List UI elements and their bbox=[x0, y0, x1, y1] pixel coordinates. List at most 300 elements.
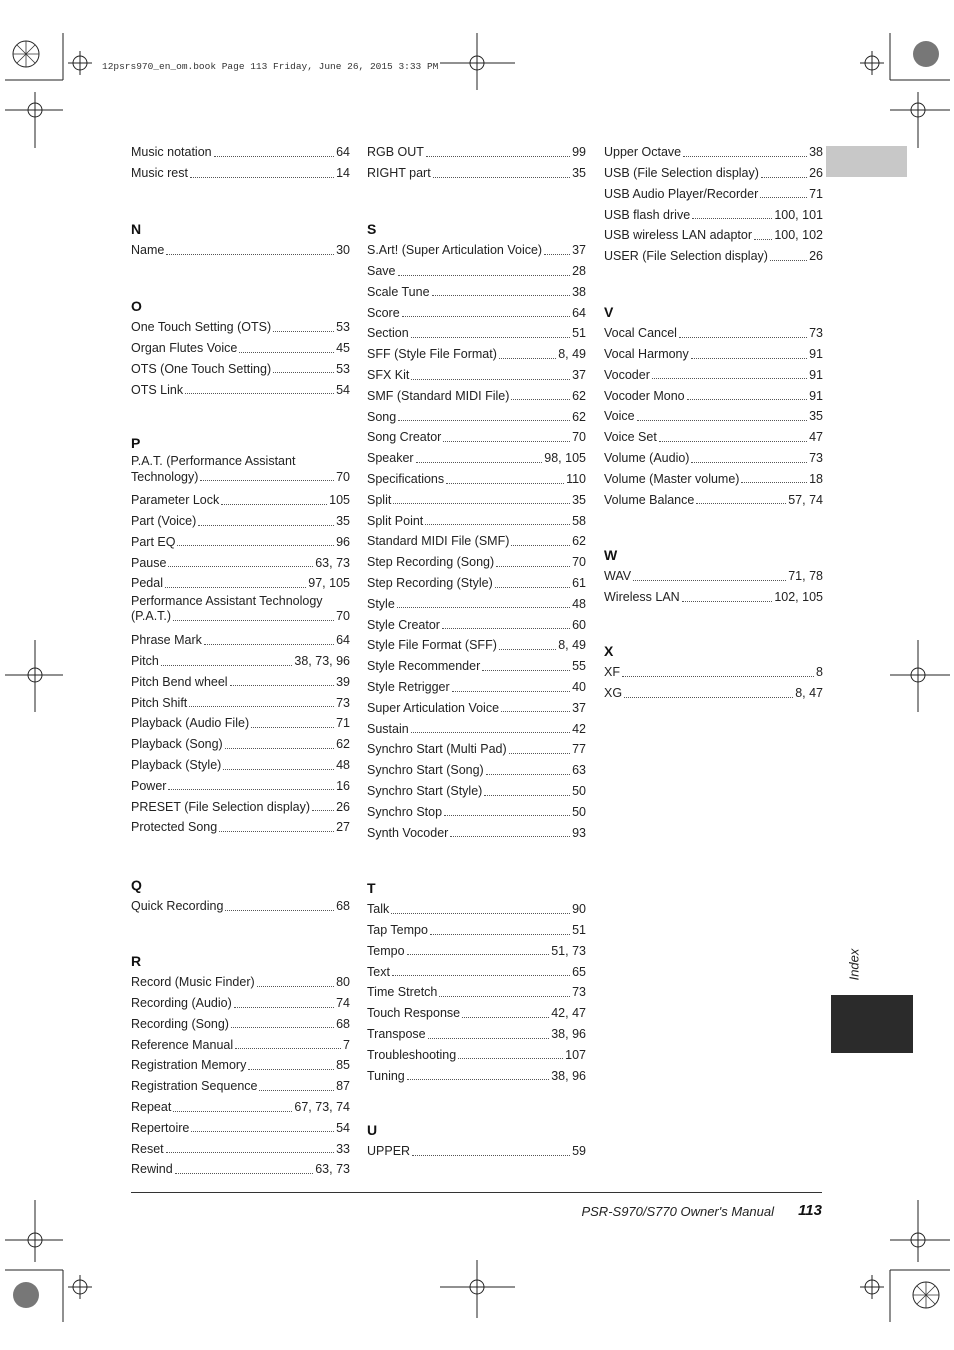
entry-pages: 64 bbox=[336, 633, 350, 648]
section-letter: Q bbox=[131, 877, 142, 893]
entry-term: RIGHT part bbox=[367, 166, 431, 181]
entry-pages: 73 bbox=[336, 695, 350, 710]
index-entry bbox=[367, 469, 586, 490]
leader-dots bbox=[425, 524, 570, 525]
entry-term: Power bbox=[131, 778, 167, 793]
leader-dots bbox=[692, 218, 772, 219]
leader-dots bbox=[397, 607, 570, 608]
entry-term: Super Articulation Voice bbox=[367, 700, 500, 715]
section-letter: X bbox=[604, 643, 614, 659]
side-tab-label bbox=[848, 945, 868, 985]
index-entry bbox=[131, 379, 350, 400]
entry-term: Style bbox=[367, 596, 395, 611]
entry-term: Phrase Mark bbox=[131, 633, 202, 648]
index-entry bbox=[367, 635, 586, 656]
entry-term: Time Stretch bbox=[367, 985, 438, 1000]
index-entry bbox=[604, 163, 823, 184]
index-entry bbox=[131, 993, 350, 1014]
entry-term: Volume (Master volume) bbox=[604, 471, 740, 486]
entry-term-continued: (P.A.T.) bbox=[131, 609, 172, 624]
entry-term: Speaker bbox=[367, 451, 414, 466]
entry-pages: 70 bbox=[572, 555, 586, 570]
entry-term-continued: Technology) bbox=[131, 469, 199, 484]
entry-term: Pitch bbox=[131, 654, 159, 669]
index-entry bbox=[131, 573, 350, 594]
leader-dots bbox=[741, 482, 807, 483]
entry-term: Tempo bbox=[367, 943, 405, 958]
entry-pages: 53 bbox=[336, 320, 350, 335]
index-entry bbox=[131, 1034, 350, 1055]
index-entry bbox=[367, 739, 586, 760]
leader-dots bbox=[770, 260, 807, 261]
entry-term: Style Recommender bbox=[367, 659, 481, 674]
index-entry bbox=[131, 630, 350, 651]
leader-dots bbox=[219, 831, 334, 832]
entry-pages: 59 bbox=[572, 1144, 586, 1159]
leader-dots bbox=[166, 254, 334, 255]
entry-pages: 53 bbox=[336, 361, 350, 376]
index-entry bbox=[367, 614, 586, 635]
entry-pages: 35 bbox=[572, 492, 586, 507]
entry-term: Rewind bbox=[131, 1162, 173, 1177]
index-entry bbox=[367, 802, 586, 823]
section-letter: S bbox=[367, 221, 377, 237]
entry-term: Name bbox=[131, 243, 165, 258]
leader-dots bbox=[511, 399, 570, 400]
entry-term: Song bbox=[367, 409, 397, 424]
entry-pages: 68 bbox=[336, 899, 350, 914]
leader-dots bbox=[432, 295, 571, 296]
entry-pages: 42 bbox=[572, 721, 586, 736]
entry-pages: 26 bbox=[336, 799, 350, 814]
index-entry bbox=[367, 261, 586, 282]
index-entry bbox=[131, 338, 350, 359]
section-letter: U bbox=[367, 1122, 378, 1138]
index-entry bbox=[604, 385, 823, 406]
entry-term: Music rest bbox=[131, 166, 188, 181]
leader-dots bbox=[452, 691, 570, 692]
entry-term: Step Recording (Style) bbox=[367, 576, 493, 591]
leader-dots bbox=[458, 1058, 563, 1059]
entry-pages: 51 bbox=[572, 923, 586, 938]
entry-term: Repeat bbox=[131, 1100, 172, 1115]
entry-pages: 61 bbox=[572, 576, 586, 591]
entry-pages: 8 bbox=[816, 665, 823, 680]
section-letter: P bbox=[131, 435, 141, 451]
entry-pages: 71, 78 bbox=[788, 569, 823, 584]
entry-term: Song Creator bbox=[367, 430, 442, 445]
entry-pages: 47 bbox=[809, 430, 823, 445]
index-entry bbox=[131, 240, 350, 261]
entry-pages: 27 bbox=[336, 820, 350, 835]
leader-dots bbox=[161, 665, 293, 666]
entry-term: Pause bbox=[131, 555, 167, 570]
index-entry bbox=[367, 302, 586, 323]
leader-dots bbox=[760, 197, 807, 198]
leader-dots bbox=[687, 399, 807, 400]
entry-term: Registration Sequence bbox=[131, 1079, 258, 1094]
index-entry bbox=[367, 427, 586, 448]
page-number: 113 bbox=[798, 1202, 822, 1219]
entry-term: Transpose bbox=[367, 1027, 426, 1042]
entry-term: Part EQ bbox=[131, 534, 176, 549]
leader-dots bbox=[486, 774, 570, 775]
leader-dots bbox=[251, 727, 334, 728]
index-entry bbox=[604, 587, 823, 608]
index-section bbox=[604, 142, 823, 267]
entry-pages: 93 bbox=[572, 825, 586, 840]
entry-term: Voice bbox=[604, 409, 635, 424]
entry-pages: 107 bbox=[565, 1047, 586, 1062]
leader-dots bbox=[624, 697, 793, 698]
index-entry bbox=[131, 532, 350, 553]
leader-dots bbox=[679, 337, 807, 338]
entry-pages: 100, 101 bbox=[774, 207, 823, 222]
leader-dots bbox=[190, 177, 334, 178]
index-entry bbox=[367, 510, 586, 531]
entry-pages: 97, 105 bbox=[308, 576, 350, 591]
leader-dots bbox=[273, 331, 334, 332]
index-entry bbox=[367, 552, 586, 573]
index-entry bbox=[367, 406, 586, 427]
entry-term: Specifications bbox=[367, 472, 445, 487]
entry-pages: 50 bbox=[572, 804, 586, 819]
entry-term: Scale Tune bbox=[367, 284, 430, 299]
index-entry bbox=[604, 469, 823, 490]
entry-pages: 16 bbox=[336, 778, 350, 793]
leader-dots bbox=[416, 462, 543, 463]
entry-term: Standard MIDI File (SMF) bbox=[367, 534, 510, 549]
entry-pages: 35 bbox=[336, 514, 350, 529]
entry-pages: 73 bbox=[809, 326, 823, 341]
entry-pages: 102, 105 bbox=[774, 590, 823, 605]
entry-pages: 67, 73, 74 bbox=[294, 1100, 350, 1115]
entry-pages: 35 bbox=[809, 409, 823, 424]
leader-dots bbox=[185, 393, 334, 394]
index-entry bbox=[604, 184, 823, 205]
leader-dots bbox=[230, 685, 335, 686]
entry-term: Pitch Shift bbox=[131, 695, 188, 710]
index-entry bbox=[604, 427, 823, 448]
entry-term: Voice Set bbox=[604, 430, 657, 445]
entry-term: Step Recording (Song) bbox=[367, 555, 495, 570]
index-entry bbox=[604, 142, 823, 163]
index-entry bbox=[131, 1159, 350, 1180]
index-entry bbox=[131, 776, 350, 797]
leader-dots bbox=[430, 934, 570, 935]
index-entry bbox=[367, 594, 586, 615]
entry-term: Pedal bbox=[131, 576, 163, 591]
entry-pages: 30 bbox=[336, 243, 350, 258]
leader-dots bbox=[257, 986, 334, 987]
entry-term: Vocoder Mono bbox=[604, 388, 685, 403]
entry-pages: 70 bbox=[572, 430, 586, 445]
entry-pages: 105 bbox=[329, 493, 350, 508]
leader-dots bbox=[482, 670, 570, 671]
entry-pages: 33 bbox=[336, 1141, 350, 1156]
entry-term: Troubleshooting bbox=[367, 1047, 457, 1062]
entry-term: Reset bbox=[131, 1141, 164, 1156]
leader-dots bbox=[691, 358, 807, 359]
index-section bbox=[367, 218, 586, 843]
section-letter: T bbox=[367, 880, 376, 896]
leader-dots bbox=[633, 580, 786, 581]
index-entry bbox=[131, 317, 350, 338]
leader-dots bbox=[484, 795, 570, 796]
leader-dots bbox=[407, 954, 550, 955]
entry-term: Style File Format (SFF) bbox=[367, 638, 497, 653]
entry-pages: 96 bbox=[336, 534, 350, 549]
entry-term: Talk bbox=[367, 902, 390, 917]
entry-pages: 45 bbox=[336, 341, 350, 356]
entry-pages: 7 bbox=[343, 1037, 350, 1052]
entry-term: S.Art! (Super Articulation Voice) bbox=[367, 243, 543, 258]
index-entry bbox=[367, 1003, 586, 1024]
index-entry bbox=[367, 1141, 586, 1162]
entry-term: USB flash drive bbox=[604, 207, 691, 222]
entry-pages: 70 bbox=[336, 609, 350, 624]
entry-term: Volume (Audio) bbox=[604, 451, 690, 466]
entry-pages: 51 bbox=[572, 326, 586, 341]
entry-pages: 48 bbox=[336, 758, 350, 773]
index-section bbox=[367, 1119, 586, 1162]
index-entry bbox=[131, 454, 350, 490]
index-entry bbox=[131, 490, 350, 511]
leader-dots bbox=[175, 1173, 314, 1174]
index-entry bbox=[367, 718, 586, 739]
leader-dots bbox=[683, 156, 807, 157]
leader-dots bbox=[221, 504, 327, 505]
entry-pages: 64 bbox=[572, 305, 586, 320]
leader-dots bbox=[496, 566, 570, 567]
index-entry bbox=[367, 240, 586, 261]
entry-term: USB wireless LAN adaptor bbox=[604, 228, 752, 243]
leader-dots bbox=[225, 748, 334, 749]
index-entry bbox=[367, 961, 586, 982]
leader-dots bbox=[443, 441, 570, 442]
leader-dots bbox=[659, 441, 807, 442]
index-entry bbox=[131, 1118, 350, 1139]
entry-term: XF bbox=[604, 665, 620, 680]
entry-pages: 98, 105 bbox=[544, 451, 586, 466]
index-section bbox=[367, 142, 586, 184]
index-entry bbox=[367, 490, 586, 511]
entry-pages: 8, 47 bbox=[795, 686, 823, 701]
leader-dots bbox=[652, 378, 807, 379]
entry-term: Synchro Start (Style) bbox=[367, 784, 483, 799]
index-section bbox=[131, 142, 350, 184]
entry-term: PRESET (File Selection display) bbox=[131, 799, 311, 814]
entry-term: Music notation bbox=[131, 145, 212, 160]
index-entry bbox=[604, 662, 823, 683]
entry-pages: 28 bbox=[572, 264, 586, 279]
index-entry bbox=[131, 511, 350, 532]
leader-dots bbox=[433, 177, 570, 178]
entry-pages: 54 bbox=[336, 1120, 350, 1135]
entry-term: Quick Recording bbox=[131, 899, 224, 914]
entry-term: Style Creator bbox=[367, 617, 440, 632]
index-section bbox=[604, 301, 823, 510]
entry-term: Sustain bbox=[367, 721, 409, 736]
leader-dots bbox=[407, 1079, 549, 1080]
index-entry bbox=[131, 142, 350, 163]
entry-term: Playback (Audio File) bbox=[131, 716, 250, 731]
leader-dots bbox=[501, 711, 570, 712]
leader-dots bbox=[168, 789, 334, 790]
entry-term: SFF (Style File Format) bbox=[367, 347, 497, 362]
index-entry bbox=[367, 142, 586, 163]
index-entry bbox=[604, 204, 823, 225]
leader-dots bbox=[499, 358, 556, 359]
entry-term: Vocoder bbox=[604, 367, 650, 382]
entry-term: RGB OUT bbox=[367, 145, 424, 160]
entry-term: Section bbox=[367, 326, 409, 341]
leader-dots bbox=[428, 1038, 550, 1039]
section-letter: O bbox=[131, 298, 142, 314]
index-entry bbox=[367, 781, 586, 802]
index-entry bbox=[367, 448, 586, 469]
entry-pages: 63, 73 bbox=[315, 1162, 350, 1177]
index-entry bbox=[131, 972, 350, 993]
index-section bbox=[131, 874, 350, 917]
leader-dots bbox=[682, 601, 773, 602]
leader-dots bbox=[509, 753, 570, 754]
entry-pages: 48 bbox=[572, 596, 586, 611]
entry-term: Upper Octave bbox=[604, 145, 682, 160]
entry-term: Repertoire bbox=[131, 1120, 190, 1135]
entry-pages: 110 bbox=[566, 472, 586, 487]
entry-pages: 57, 74 bbox=[788, 492, 823, 507]
entry-pages: 35 bbox=[572, 166, 586, 181]
leader-dots bbox=[234, 1007, 334, 1008]
index-entry bbox=[604, 246, 823, 267]
index-entry bbox=[604, 683, 823, 704]
leader-dots bbox=[198, 525, 334, 526]
entry-term: Style Retrigger bbox=[367, 680, 450, 695]
leader-dots bbox=[398, 275, 571, 276]
entry-pages: 50 bbox=[572, 784, 586, 799]
leader-dots bbox=[189, 706, 334, 707]
index-entry bbox=[131, 692, 350, 713]
leader-dots bbox=[177, 545, 334, 546]
index-section bbox=[604, 640, 823, 704]
entry-term: XG bbox=[604, 686, 623, 701]
entry-term: SMF (Standard MIDI File) bbox=[367, 388, 510, 403]
index-entry bbox=[367, 323, 586, 344]
entry-pages: 91 bbox=[809, 347, 823, 362]
entry-term: Split Point bbox=[367, 513, 424, 528]
entry-pages: 40 bbox=[572, 680, 586, 695]
entry-pages: 18 bbox=[809, 471, 823, 486]
entry-term: Recording (Audio) bbox=[131, 996, 232, 1011]
leader-dots bbox=[173, 620, 334, 621]
section-letter: W bbox=[604, 547, 618, 563]
side-tab-text: Index bbox=[846, 948, 862, 981]
entry-term: Playback (Style) bbox=[131, 758, 222, 773]
entry-term: Vocal Harmony bbox=[604, 347, 689, 362]
entry-pages: 38, 96 bbox=[551, 1068, 586, 1083]
leader-dots bbox=[402, 316, 570, 317]
leader-dots bbox=[204, 644, 334, 645]
leader-dots bbox=[444, 815, 570, 816]
index-entry bbox=[367, 531, 586, 552]
entry-pages: 26 bbox=[809, 249, 823, 264]
index-entry bbox=[367, 573, 586, 594]
print-header: 12psrs970_en_om.book Page 113 Friday, June 26, 2015 3:33 PM bbox=[102, 61, 439, 72]
entry-pages: 73 bbox=[809, 451, 823, 466]
entry-pages: 100, 102 bbox=[774, 228, 823, 243]
index-entry bbox=[604, 225, 823, 246]
index-entry bbox=[131, 594, 350, 630]
leader-dots bbox=[200, 480, 334, 481]
entry-term: Part (Voice) bbox=[131, 514, 197, 529]
index-entry bbox=[131, 734, 350, 755]
entry-pages: 65 bbox=[572, 964, 586, 979]
index-entry bbox=[604, 323, 823, 344]
entry-term: Score bbox=[367, 305, 400, 320]
leader-dots bbox=[439, 996, 570, 997]
leader-dots bbox=[248, 1069, 334, 1070]
leader-dots bbox=[239, 352, 334, 353]
index-entry bbox=[604, 489, 823, 510]
leader-dots bbox=[412, 1155, 570, 1156]
index-entry bbox=[604, 566, 823, 587]
section-letter: R bbox=[131, 953, 142, 969]
entry-term: Synchro Start (Song) bbox=[367, 763, 484, 778]
index-entry bbox=[367, 1024, 586, 1045]
entry-pages: 38 bbox=[809, 145, 823, 160]
index-entry bbox=[367, 163, 586, 184]
entry-pages: 74 bbox=[336, 996, 350, 1011]
leader-dots bbox=[495, 587, 570, 588]
footer-rule bbox=[131, 1192, 822, 1193]
leader-dots bbox=[411, 379, 570, 380]
index-entry bbox=[131, 896, 350, 917]
leader-dots bbox=[426, 156, 570, 157]
leader-dots bbox=[312, 810, 334, 811]
index-entry bbox=[367, 760, 586, 781]
entry-term: Tap Tempo bbox=[367, 923, 428, 938]
entry-pages: 85 bbox=[336, 1058, 350, 1073]
leader-dots bbox=[499, 649, 556, 650]
leader-dots bbox=[442, 628, 570, 629]
entry-pages: 62 bbox=[572, 409, 586, 424]
entry-term: Registration Memory bbox=[131, 1058, 247, 1073]
index-section bbox=[131, 295, 350, 400]
leader-dots bbox=[273, 372, 334, 373]
entry-pages: 63, 73 bbox=[315, 555, 350, 570]
entry-pages: 71 bbox=[336, 716, 350, 731]
index-section bbox=[131, 432, 350, 838]
index-entry bbox=[604, 365, 823, 386]
entry-pages: 60 bbox=[572, 617, 586, 632]
leader-dots bbox=[637, 420, 808, 421]
entry-pages: 77 bbox=[572, 742, 586, 757]
entry-pages: 64 bbox=[336, 145, 350, 160]
leader-dots bbox=[691, 462, 807, 463]
entry-pages: 8, 49 bbox=[558, 638, 586, 653]
entry-pages: 42, 47 bbox=[551, 1006, 586, 1021]
index-section bbox=[367, 877, 586, 1086]
entry-pages: 71 bbox=[809, 186, 823, 201]
leader-dots bbox=[214, 156, 334, 157]
entry-term: Reference Manual bbox=[131, 1037, 234, 1052]
entry-term: Tuning bbox=[367, 1068, 405, 1083]
entry-pages: 37 bbox=[572, 243, 586, 258]
index-entry bbox=[131, 552, 350, 573]
entry-term: Vocal Cancel bbox=[604, 326, 677, 341]
entry-pages: 37 bbox=[572, 368, 586, 383]
